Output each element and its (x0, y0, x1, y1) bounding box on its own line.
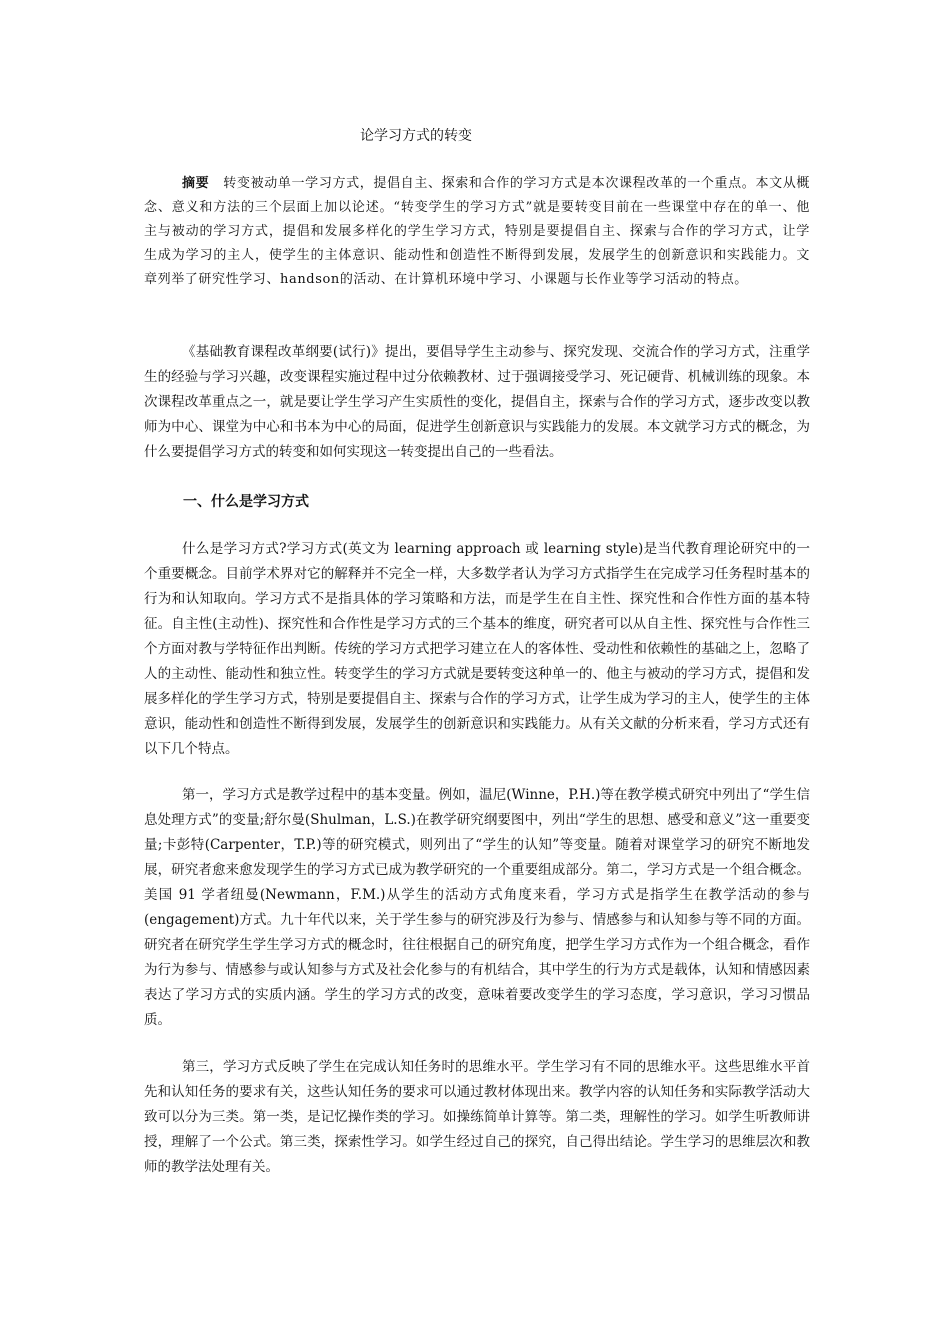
abstract-paragraph (144, 172, 810, 292)
section1-paragraph-1: 什么是学习方式?学习方式(英文为 learning approach 或 learning style)是当代教育理论研究中的一个重要概念。目前学术界对它的解释并不完全一样，大多数学者认为学习方式指学生在完成学习任务程时基本的行为和认知取向。学习方式不是指具体的学习策略和方法，而是学生在自主性、探究性和合作性方面的基本特征。自主性(主动性)、探究性和合作性是学习方式的三个基本的维度，研究者可以从自主性、探究性与合作性三个方面对教与学特征作出判断。传统的学习方式把学习建立在人的客体性、受动性和依赖性的基础之上，忽略了人的主动性、能动性和独立性。转变学生的学习方式就是要转变这种单一的、他主与被动的学习方式，提倡和发展多样化的学生学习方式，特别是要提倡自主、探索与合作的学习方式，让学生成为学习的主人，使学生的主体意识，能动性和创造性不断得到发展，发展学生的创新意识和实践能力。从有关文献的分析来看，学习方式还有以下几个特点。 (144, 541, 810, 757)
document-title: 论学习方式的转变 (360, 128, 472, 144)
abstract-text: 转变被动单一学习方式，提倡自主、探索和合作的学习方式是本次课程改革的一个重点。本文从概念、意义和方法的三个层面上加以论述。“转变学生的学习方式”就是要转变目前在一些课堂中存在的单一、他主与被动的学习方式，提倡和发展多样化的学生学习方式，特别是要提倡自主、探索与合作的学习方式，让学生成为学习的主人，使学生的主体意识、能动性和创造性不断得到发展，发展学生的创新意识和实践能力。文章列举了研究性学习、handson的活动、在计算机环境中学习、小课题与长作业等学习活动的特点。 (144, 176, 810, 287)
abstract-label: 摘要 (182, 176, 210, 191)
intro-paragraph: 《基础教育课程改革纲要(试行)》提出，要倡导学生主动参与、探究发现、交流合作的学习方式，注重学生的经验与学习兴趣，改变课程实施过程中过分依赖教材、过于强调接受学习、死记硬背、机械训练的现象。本次课程改革重点之一，就是要让学生学习产生实质性的变化，提倡自主，探索与合作的学习方式，逐步改变以教师为中心、课堂为中心和书本为中心的局面，促进学生创新意识与实践能力的发展。本文就学习方式的概念，为什么要提倡学习方式的转变和如何实现这一转变提出自己的一些看法。 (144, 344, 810, 460)
section-heading: 一、什么是学习方式 (183, 494, 309, 510)
section1-paragraph-2: 第一，学习方式是教学过程中的基本变量。例如，温尼(Winne，P.H.)等在教学模式研究中列出了“学生信息处理方式”的变量;舒尔曼(Shulman，L.S.)在教学研究纲要图中，列出“学生的思想、感受和意义”这一重要变量;卡彭特(Carpenter，T.P.)等的研究模式，则列出了“学生的认知”等变量。随着对课堂学习的研究不断地发展，研究者愈来愈发现学生的学习方式已成为教学研究的一个重要组成部分。第二，学习方式是一个组合概念。美国 91 学者纽曼(Newmann，F.M.)从学生的活动方式角度来看，学习方式是指学生在教学活动的参与(engagement)方式。九十年代以来，关于学生参与的研究涉及行为参与、情感参与和认知参与等不同的方面。研究者在研究学生学生学习方式的概念时，往往根据自己的研究角度，把学生学习方式作为一个组合概念，看作为行为参与、情感参与或认知参与方式及社会化参与的有机结合，其中学生的行为方式是载体，认知和情感因素表达了学习方式的实质内涵。学生的学习方式的改变，意味着要改变学生的学习态度，学习意识，学习习惯品质。 (144, 787, 810, 1028)
section1-paragraph-3: 第三，学习方式反映了学生在完成认知任务时的思维水平。学生学习有不同的思维水平。这些思维水平首先和认知任务的要求有关，这些认知任务的要求可以通过教材体现出来。教学内容的认知任务和实际教学活动大致可以分为三类。第一类，是记忆操作类的学习。如操练简单计算等。第二类，理解性的学习。如学生听教师讲授，理解了一个公式。第三类，探索性学习。如学生经过自己的探究，自己得出结论。学生学习的思维层次和教师的教学法处理有关。 (144, 1059, 810, 1175)
